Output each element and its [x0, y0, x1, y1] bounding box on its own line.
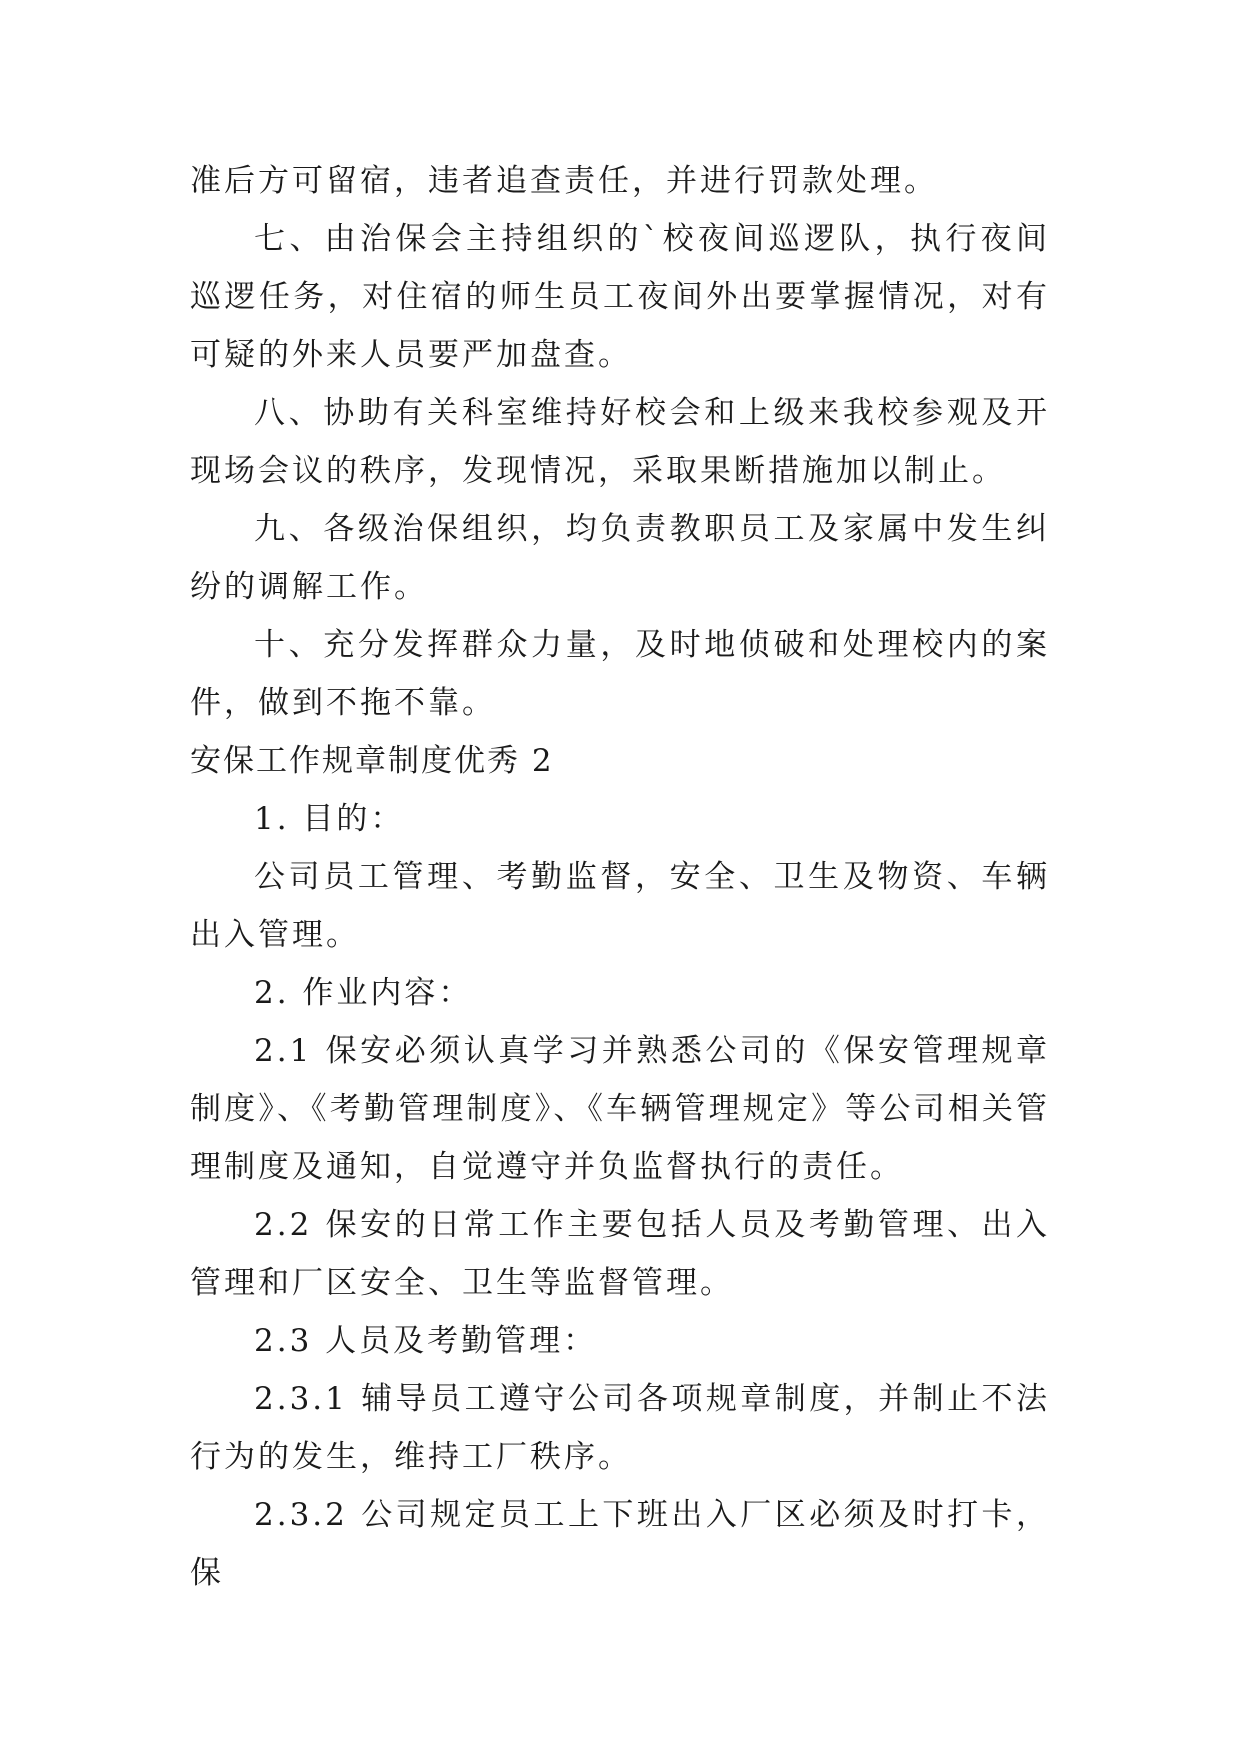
- paragraph-item-10: 十、充分发挥群众力量，及时地侦破和处理校内的案件，做到不拖不靠。: [190, 627, 1050, 721]
- paragraph-2-3-1: 2.3.1 辅导员工遵守公司各项规章制度，并制止不法行为的发生，维持工厂秩序。: [190, 1381, 1050, 1475]
- paragraph-continuation: 准后方可留宿，违者追查责任，并进行罚款处理。: [190, 163, 938, 199]
- paragraph-2-2: 2.2 保安的日常工作主要包括人员及考勤管理、出入管理和厂区安全、卫生等监督管理。: [190, 1207, 1050, 1301]
- paragraph-2-3: 2.3 人员及考勤管理：: [254, 1323, 598, 1359]
- paragraph-purpose-title: 1. 目的：: [254, 801, 405, 837]
- paragraph-work-content-title: 2. 作业内容：: [254, 975, 473, 1011]
- section-heading: 安保工作规章制度优秀 2: [190, 743, 554, 779]
- paragraph-purpose-body: 公司员工管理、考勤监督，安全、卫生及物资、车辆出入管理。: [190, 859, 1050, 953]
- paragraph-2-1: 2.1 保安必须认真学习并熟悉公司的《保安管理规章制度》、《考勤管理制度》、《车辆管理规定》等公司相关管理制度及通知，自觉遵守并负监督执行的责任。: [190, 1033, 1050, 1185]
- document-body: [190, 152, 1050, 1602]
- paragraph-item-8: 八、协助有关科室维持好校会和上级来我校参观及开现场会议的秩序，发现情况，采取果断措施加以制止。: [190, 395, 1050, 489]
- paragraph-item-7: 七、由治保会主持组织的`校夜间巡逻队，执行夜间巡逻任务，对住宿的师生员工夜间外出要掌握情况，对有可疑的外来人员要严加盘查。: [190, 221, 1050, 373]
- paragraph-item-9: 九、各级治保组织，均负责教职员工及家属中发生纠纷的调解工作。: [190, 511, 1050, 605]
- paragraph-2-3-2: 2.3.2 公司规定员工上下班出入厂区必须及时打卡，保: [190, 1497, 1050, 1591]
